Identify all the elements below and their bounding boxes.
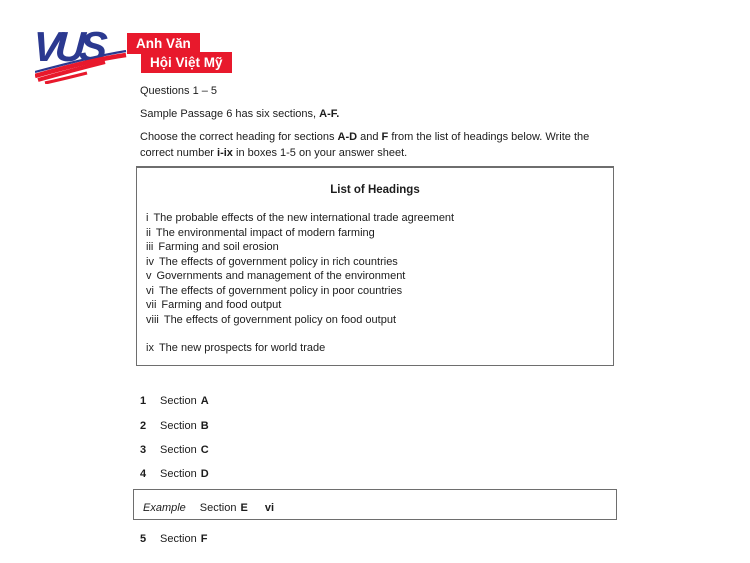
vus-logo xyxy=(31,23,128,82)
passage-summary-line xyxy=(140,108,339,120)
example-box xyxy=(133,489,617,520)
example-section-letter: E xyxy=(240,502,248,514)
heading-item-viii: viii The effects of government policy on food output xyxy=(146,313,397,326)
heading-item-vi: vi The effects of government policy in poor countries xyxy=(146,284,403,297)
example-section-label: Section xyxy=(199,502,237,514)
vus-logo-text: VUS xyxy=(31,23,104,70)
heading-item-i: i The probable effects of the new international trade agreement xyxy=(146,212,455,224)
question-4: 4 Section D xyxy=(140,468,209,480)
questions-range-title: Questions 1 – 5 xyxy=(140,85,218,97)
example-label: Example xyxy=(143,502,186,514)
question-3: 3 Section C xyxy=(140,444,209,456)
brand-banner xyxy=(127,33,232,73)
flag-waves-icon xyxy=(35,50,127,84)
heading-item-v: v Governments and management of the environment xyxy=(146,270,406,282)
instructions xyxy=(140,130,610,161)
question-5: 5 Section F xyxy=(140,533,208,545)
heading-item-ii: ii The environmental impact of modern farming xyxy=(146,226,375,239)
heading-item-vii: vii Farming and food output xyxy=(146,299,282,311)
list-of-headings-box xyxy=(136,166,614,366)
list-of-headings-items xyxy=(137,211,613,356)
passage-text: Sample Passage 6 has six sections, xyxy=(140,108,320,120)
list-of-headings-title: List of Headings xyxy=(330,184,420,196)
question-1: 1 Section A xyxy=(140,395,209,407)
instructions-line-1: Choose the correct heading for sections A-D and F from the list of headings below. Write the xyxy=(140,131,590,143)
heading-item-iv: iv The effects of government policy in rich countries xyxy=(146,255,398,268)
heading-item-iii: iii Farming and soil erosion xyxy=(146,241,279,253)
banner-line-2: Hội Việt Mỹ xyxy=(141,52,232,73)
question-2: 2 Section B xyxy=(140,420,209,432)
example-answer: vi xyxy=(264,502,275,514)
banner-line-1: Anh Văn xyxy=(127,33,200,54)
instructions-line-2: correct number i-ix in boxes 1-5 on your answer sheet. xyxy=(140,146,408,159)
passage-sections-bold: A-F. xyxy=(319,108,340,120)
heading-item-ix: ix The new prospects for world trade xyxy=(146,342,326,354)
